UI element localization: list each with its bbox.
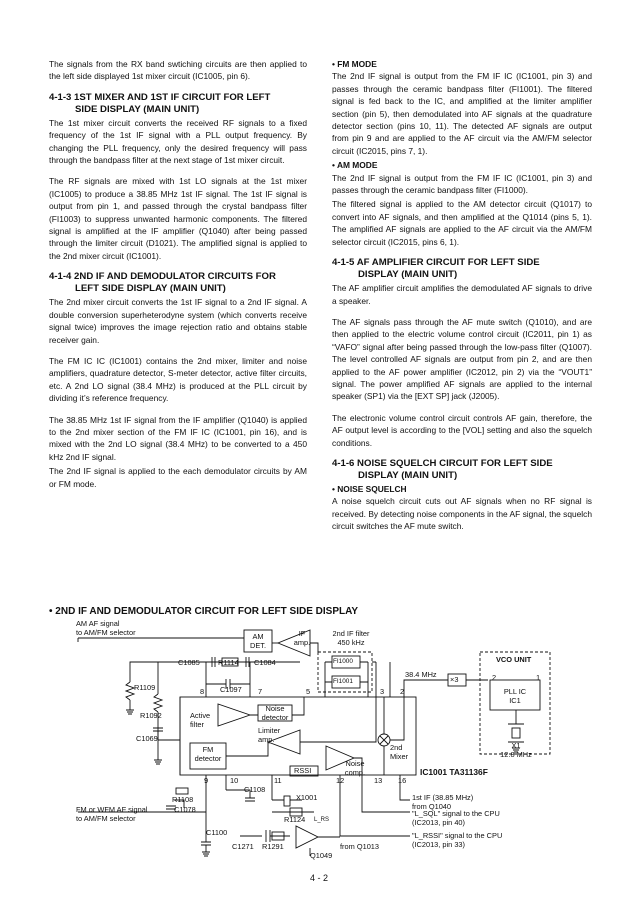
section-4-1-4-subtitle: LEFT SIDE DISPLAY (MAIN UNIT) — [75, 283, 226, 295]
section-4-1-5-paragraph-3: The electronic volume control circuit controls AF gain, therefore, the AF output level is according to the [VOL] setting and also the squelch conditions. — [332, 412, 592, 448]
diagram-title: • 2ND IF AND DEMODULATOR CIRCUIT FOR LEFT SIDE DISPLAY — [49, 606, 359, 617]
pll-ic-label: PLL IC IC1 — [503, 687, 527, 705]
c1097-label: C1097 — [220, 685, 242, 694]
pin-10-label: 10 — [230, 776, 239, 785]
am-mode-heading: • AM MODE — [332, 160, 378, 171]
noise-squelch-heading: • NOISE SQUELCH — [332, 483, 407, 494]
pin-9-label: 9 — [204, 776, 209, 785]
multiplier-label: ×3 — [450, 675, 459, 684]
fi1000-label: FI1000 — [333, 658, 353, 665]
am-mode-paragraph-2: The filtered signal is applied to the AM detector circuit (Q1017) to convert into AF signals, and then amplified at the Q1014 (pins 5, 1). The amplified AF signals are applied to the AF circuit via the AM/FM selector circuit (IC2015, pins 6, 1). — [332, 199, 592, 247]
section-4-1-4-paragraph-1: The 2nd mixer circuit converts the 1st IF signal to a 2nd IF signal. A double conversion superheterodyne system (which converts receive signal twice) improves the image rejection ratio and obtains stable receiver gain. — [49, 297, 307, 345]
x1001-label: X1001 — [296, 793, 318, 802]
lo-frequency-label: 38.4 MHz — [405, 670, 437, 679]
vco-unit-label: VCO UNIT — [496, 655, 532, 664]
section-4-1-3-subtitle: SIDE DISPLAY (MAIN UNIT) — [75, 103, 200, 115]
r1092-label: R1092 — [140, 711, 162, 720]
c1085-label: C1085 — [178, 658, 200, 667]
section-4-1-5-paragraph-2: The AF signals pass through the AF mute switch (Q1010), and are then applied to the electric volume control circuit (IC2011, pin 1) as “VAFO” signal after being passed through the low-pass filter (Q1007). The level controlled AF signals are output from pin 2, and are then applied to the AF power amplifier (IC2012, pin 2) via the “VOUT1” signal. The power amplified AF signals are applied to the internal speaker (SP1) via the [EXT SP] jack (J2005). — [332, 316, 592, 402]
section-4-1-3-title: 4-1-3 1ST MIXER AND 1ST IF CIRCUIT FOR LEFT — [49, 91, 271, 103]
noise-detector-label: Noise detector — [261, 704, 289, 722]
noise-comp-label: Noise comp. — [344, 759, 366, 777]
vco-pin-1-label: 1 — [536, 673, 541, 682]
x1-label: X1 12.8 MHz — [500, 741, 532, 759]
second-if-filter-label: 2nd IF filter 450 kHz — [332, 629, 370, 647]
pin-2-label: 2 — [400, 687, 405, 696]
pin-13-label: 13 — [374, 776, 383, 785]
r1108-label: R1108 — [172, 795, 194, 804]
c1078-label: C1078 — [174, 805, 196, 814]
c1069-label: C1069 — [136, 734, 158, 743]
section-4-1-4-paragraph-3: The 38.85 MHz 1st IF signal from the IF amplifier (Q1040) is applied to the 2nd mixer section of the FM IF IC (IC1001, pin 16), and is mixed with the 2nd LO signal (38.4 MHz) to be converted to a 450 kHz 2nd IF signal. — [49, 414, 307, 462]
q1049-label: Q1049 — [310, 851, 333, 860]
pin-5-label: 5 — [306, 687, 311, 696]
section-4-1-4-paragraph-2: The FM IC IC (IC1001) contains the 2nd mixer, limiter and noise amplifiers, quadrature detector, S-meter detector, active filter circuits, etc. A 2nd LO signal (38.4 MHz) is produced at the PLL circuit by dividing it’s reference frequency. — [49, 355, 307, 404]
active-filter-label: Active filter — [190, 711, 211, 729]
pin-12-label: 12 — [336, 776, 345, 785]
l-rs-label: L_RS — [314, 817, 330, 823]
from-q1013-label: from Q1013 — [340, 842, 380, 851]
pin-11-label: 11 — [274, 776, 282, 785]
fm-mode-heading: • FM MODE — [332, 59, 377, 69]
pin-3-label: 3 — [380, 687, 385, 696]
am-mode-paragraph-1: The 2nd IF signal is output from the FM IF IC (IC1001, pin 3) and passes through the ceramic bandpass filter (FI1000). — [332, 172, 592, 196]
c1100-label: C1100 — [206, 828, 228, 837]
r1109-label: R1109 — [134, 683, 156, 692]
c1084-label: C1084 — [254, 658, 276, 667]
section-4-1-3-paragraph-1: The 1st mixer circuit converts the received RF signals to a fixed frequency of the 1st IF signal with a PLL output frequency. By changing the PLL frequency, only the desired frequency will pass through the bandpass filter at the next stage of 1st mixer circuit. — [49, 117, 307, 166]
section-4-1-4-paragraph-4: The 2nd IF signal is applied to the each demodulator circuits by AM or FM mode. — [49, 466, 307, 489]
section-4-1-5-paragraph-1: The AF amplifier circuit amplifies the demodulated AF signals to drive a speaker. — [332, 283, 592, 306]
r1291-label: R1291 — [262, 842, 284, 851]
section-4-1-6-subtitle: DISPLAY (MAIN UNIT) — [358, 469, 458, 481]
am-af-signal-label: AM AF signal to AM/FM selector — [76, 619, 136, 637]
r1114-label: R1114 — [218, 658, 239, 667]
c1271-label: C1271 — [232, 842, 254, 851]
l-sql-label: "L_SQL" signal to the CPU (IC2013, pin 40) — [412, 809, 500, 827]
rssi-label: RSSI — [294, 766, 312, 775]
section-4-1-5-subtitle: DISPLAY (MAIN UNIT) — [358, 269, 458, 281]
pin-7-label: 7 — [258, 687, 263, 696]
section-4-1-6-title: 4-1-6 NOISE SQUELCH CIRCUIT FOR LEFT SIDE — [332, 457, 553, 469]
fm-af-signal-label: FM or WFM AF signal to AM/FM selector — [76, 805, 148, 823]
fi1001-label: FI1001 — [333, 678, 353, 685]
if-amp-label: IF amp. — [293, 629, 311, 647]
page-number: 4 - 2 — [309, 873, 328, 883]
section-4-1-5-title: 4-1-5 AF AMPLIFIER CIRCUIT FOR LEFT SIDE — [332, 257, 540, 269]
second-mixer-label: 2nd Mixer — [390, 743, 409, 761]
first-if-label: 1st IF (38.85 MHz) from Q1040 — [412, 793, 474, 811]
fm-detector-label: FM detector — [194, 745, 222, 763]
ic1001-label: IC1001 TA31136F — [420, 767, 488, 777]
l-rssi-label: "L_RSSI" signal to the CPU (IC2013, pin 33) — [412, 831, 503, 849]
section-4-1-3-paragraph-2: The RF signals are mixed with 1st LO signals at the 1st mixer (IC1005) to produce a 38.85 MHz 1st IF signal. The 1st IF signal is output from pin 1, and passed through the crystal bandpass filter (FI1003) to suppress unwanted harmonic components. The filtered signal is amplified at the IF amplifier (Q1040) after being passed through the limiter circuit (D1021). The amplified signal is applied to the 2nd mixer circuit (IC1001). — [49, 176, 307, 261]
noise-squelch-paragraph: A noise squelch circuit cuts out AF signals when no RF signal is received. By detecting noise components in the AF signal, the squelch circuit switches the AF mute switch. — [332, 496, 592, 532]
intro-paragraph: The signals from the RX band swtiching circuits are then applied to the left side displayed 1st mixer circuit (IC1005, pin 6). — [49, 59, 307, 82]
pin-16-label: 16 — [398, 776, 407, 785]
r1124-label: R1124 — [284, 815, 306, 824]
c1108-label: C1108 — [244, 785, 266, 794]
limiter-amp-label: Limiter amp. — [258, 726, 281, 744]
fm-mode-paragraph: The 2nd IF signal is output from the FM IF IC (IC1001, pin 3) and passes through the ceramic bandpass filter (FI1001). The filtered signal is fed back to the IC, and amplified at the limiter amplifier section (pin 5), then demodulated into AF signals at the quadrature detector section (pins 10, 11). The detected AF signals are output from pin 9 and are applied to the AF circuit via the AM/FM selector circuit (IC2015, pins 7, 1). — [332, 71, 592, 156]
section-4-1-4-title: 4-1-4 2ND IF AND DEMODULATOR CIRCUITS FOR — [49, 271, 276, 283]
vco-pin-2-label: 2 — [492, 673, 497, 682]
pin-8-label: 8 — [200, 687, 205, 696]
am-detector-label: AM DET. — [249, 632, 266, 650]
